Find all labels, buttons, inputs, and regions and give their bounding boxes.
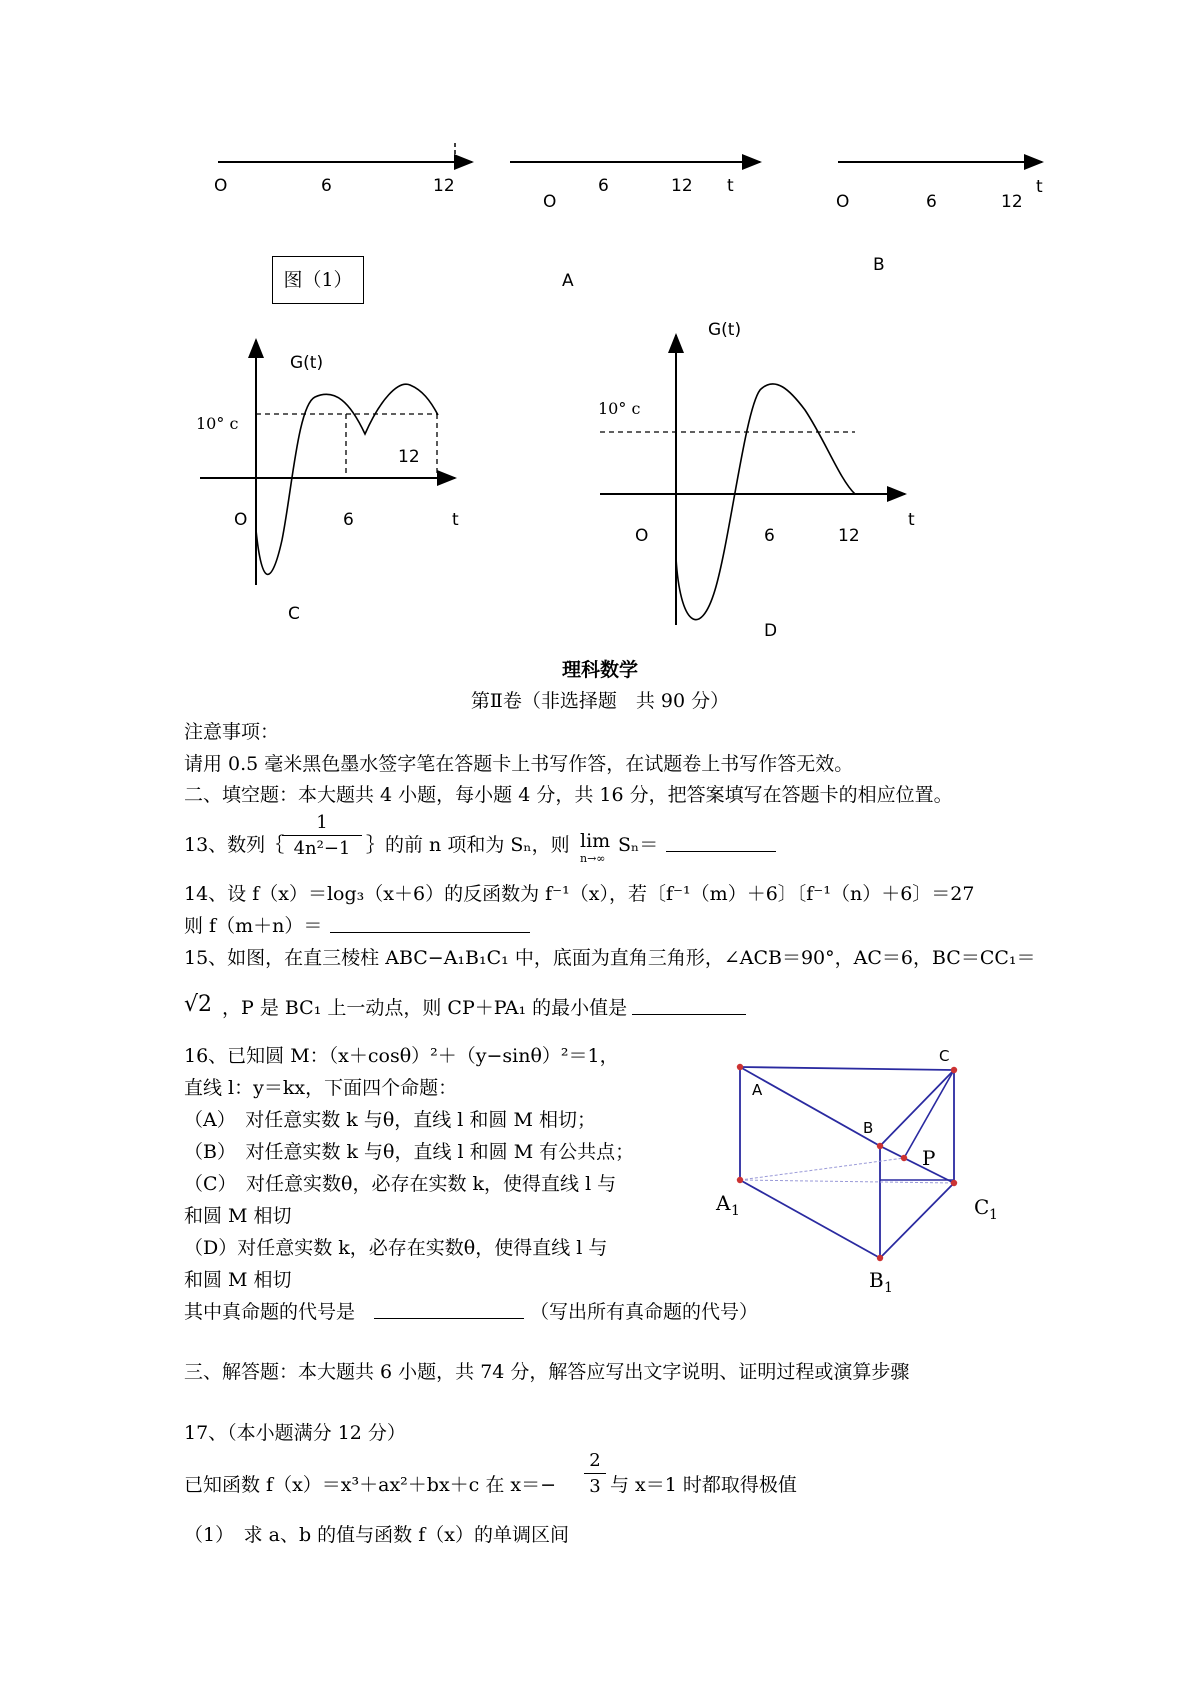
q16-option-A: （A） 对任意实数 k 与θ，直线 l 和圆 M 相切；: [184, 1109, 596, 1131]
prism-label-C1: C: [974, 1195, 990, 1219]
q16-option-C-1: （C） 对任意实数θ，必存在实数 k，使得直线 l 与: [184, 1173, 617, 1195]
graph-C-tick-12: 12: [398, 447, 420, 467]
top-axis-B: [836, 162, 1043, 212]
graph-D-xlabel: t: [908, 510, 915, 530]
q16-line2: 直线 l：y＝kx，下面四个命题：: [184, 1077, 458, 1099]
prism-label-P: P: [922, 1146, 936, 1170]
prism-label-B1-sub: 1: [884, 1280, 893, 1296]
top-axis-fig1: [214, 143, 472, 196]
q17-frac-bar: [584, 1473, 606, 1474]
graph-C-caption: C: [288, 604, 300, 624]
prism-label-B: B: [863, 1119, 874, 1137]
prism-label-C: C: [939, 1047, 950, 1065]
prism-label-B1: B: [869, 1268, 884, 1292]
axisB-tick-6: 6: [926, 192, 937, 212]
prism-label-A: A: [752, 1081, 763, 1099]
q14-line1: 14、设 f（x）＝log₃（x＋6）的反函数为 f⁻¹（x），若〔f⁻¹（m）＋6〕〔f⁻¹（n）＋6〕＝27: [184, 883, 975, 905]
q13-lim-sub: n→∞: [580, 852, 606, 865]
q16-final-pre: 其中真命题的代号是: [184, 1301, 356, 1323]
axisA-tick-6: 6: [598, 176, 609, 196]
q16-final-post: （写出所有真命题的代号）: [530, 1301, 759, 1323]
graph-C: [196, 340, 459, 624]
q16-option-D-1: （D）对任意实数 k，必存在实数θ，使得直线 l 与: [184, 1237, 608, 1259]
prism-figure: [715, 1047, 998, 1296]
q13-frac-num: 1: [316, 812, 328, 833]
q15-line1: 15、如图，在直三棱柱 ABC−A₁B₁C₁ 中，底面为直角三角形，∠ACB＝90°，AC＝6，BC＝CC₁＝: [184, 947, 1036, 969]
axis1-tick-6: 6: [321, 176, 332, 196]
q17-frac-num: 2: [589, 1450, 601, 1471]
graph-C-origin: O: [234, 510, 248, 530]
q17-stem-post: 与 x＝1 时都取得极值: [610, 1474, 797, 1496]
q17-frac-den: 3: [589, 1476, 601, 1497]
q16-option-B: （B） 对任意实数 k 与θ，直线 l 和圆 M 有公共点；: [184, 1141, 635, 1163]
axisA-tick-12: 12: [671, 176, 693, 196]
q17-heading: 17、（本小题满分 12 分）: [184, 1422, 406, 1444]
label-B: B: [873, 255, 885, 275]
graph-C-level: 10° c: [196, 414, 239, 433]
q13-suffix: ｝的前 n 项和为 Sₙ，则: [366, 834, 570, 856]
fig1-label: 图（1）: [283, 269, 353, 291]
notice-heading: 注意事项：: [184, 721, 280, 743]
axisA-t: t: [727, 176, 734, 196]
axisB-tick-12: 12: [1001, 192, 1023, 212]
graph-D-tick-12: 12: [838, 526, 860, 546]
label-A: A: [562, 271, 574, 291]
prism-label-A1-sub: 1: [731, 1203, 740, 1219]
graph-D-ylabel: G(t): [708, 320, 742, 340]
graph-C-tick-6: 6: [343, 510, 354, 530]
q13-prefix: 13、数列｛: [184, 834, 285, 856]
q17-part1: （1） 求 a、b 的值与函数 f（x）的单调区间: [184, 1524, 569, 1546]
prism-label-A1: A: [716, 1191, 731, 1215]
notice-text: 请用 0.5 毫米黑色墨水签字笔在答题卡上书写作答，在试题卷上书写作答无效。: [184, 753, 854, 775]
q16-option-D-2: 和圆 M 相切: [184, 1269, 292, 1291]
q14-line2: 则 f（m＋n）＝: [184, 915, 323, 937]
q16-answer-blank[interactable]: [374, 1300, 524, 1319]
graph-D: [598, 320, 915, 641]
graph-D-level: 10° c: [598, 399, 641, 418]
page-subtitle: 第Ⅱ卷（非选择题 共 90 分）: [470, 690, 730, 712]
graph-C-curve: [256, 384, 438, 574]
axis1-tick-12: 12: [433, 176, 455, 196]
graph-D-curve: [676, 384, 855, 620]
graph-C-ylabel: G(t): [290, 353, 324, 373]
axisB-t: t: [1036, 177, 1043, 197]
q16-option-C-2: 和圆 M 相切: [184, 1205, 292, 1227]
prism-label-C1-sub: 1: [989, 1207, 998, 1223]
q15-line2: ，P 是 BC₁ 上一动点，则 CP＋PA₁ 的最小值是: [222, 997, 628, 1019]
q15-sqrt: √2: [184, 992, 213, 1017]
axisB-origin: O: [836, 192, 850, 212]
q16-line1: 16、已知圆 M：（x＋cosθ）²＋（y−sinθ）²＝1，: [184, 1045, 619, 1067]
section2-heading: 二、填空题：本大题共 4 小题，每小题 4 分，共 16 分，把答案填写在答题卡的相应位置。: [184, 784, 953, 806]
graph-D-caption: D: [764, 621, 778, 641]
top-axis-A: [510, 162, 760, 212]
q13-fraction: [282, 812, 362, 859]
axis1-origin: O: [214, 176, 228, 196]
q14-answer-blank[interactable]: [330, 914, 530, 933]
page-title: 理科数学: [561, 659, 638, 681]
q17-fraction: [584, 1450, 606, 1497]
q13-lim: lim: [580, 830, 611, 852]
graph-C-xlabel: t: [452, 510, 459, 530]
q15-answer-blank[interactable]: [632, 996, 746, 1015]
q13-answer-blank[interactable]: [666, 833, 776, 852]
axisA-origin: O: [543, 192, 557, 212]
q17-stem-pre: 已知函数 f（x）＝x³＋ax²＋bx＋c 在 x＝−: [184, 1474, 557, 1496]
section3-heading: 三、解答题：本大题共 6 小题，共 74 分，解答应写出文字说明、证明过程或演算步骤: [184, 1361, 910, 1383]
q13-frac-den: 4n²−1: [293, 838, 351, 859]
fig1-label-box: [272, 256, 364, 304]
q13-tail: Sₙ＝: [618, 834, 659, 856]
graph-D-tick-6: 6: [764, 526, 775, 546]
graph-D-origin: O: [635, 526, 649, 546]
q13-frac-bar: [282, 835, 362, 836]
